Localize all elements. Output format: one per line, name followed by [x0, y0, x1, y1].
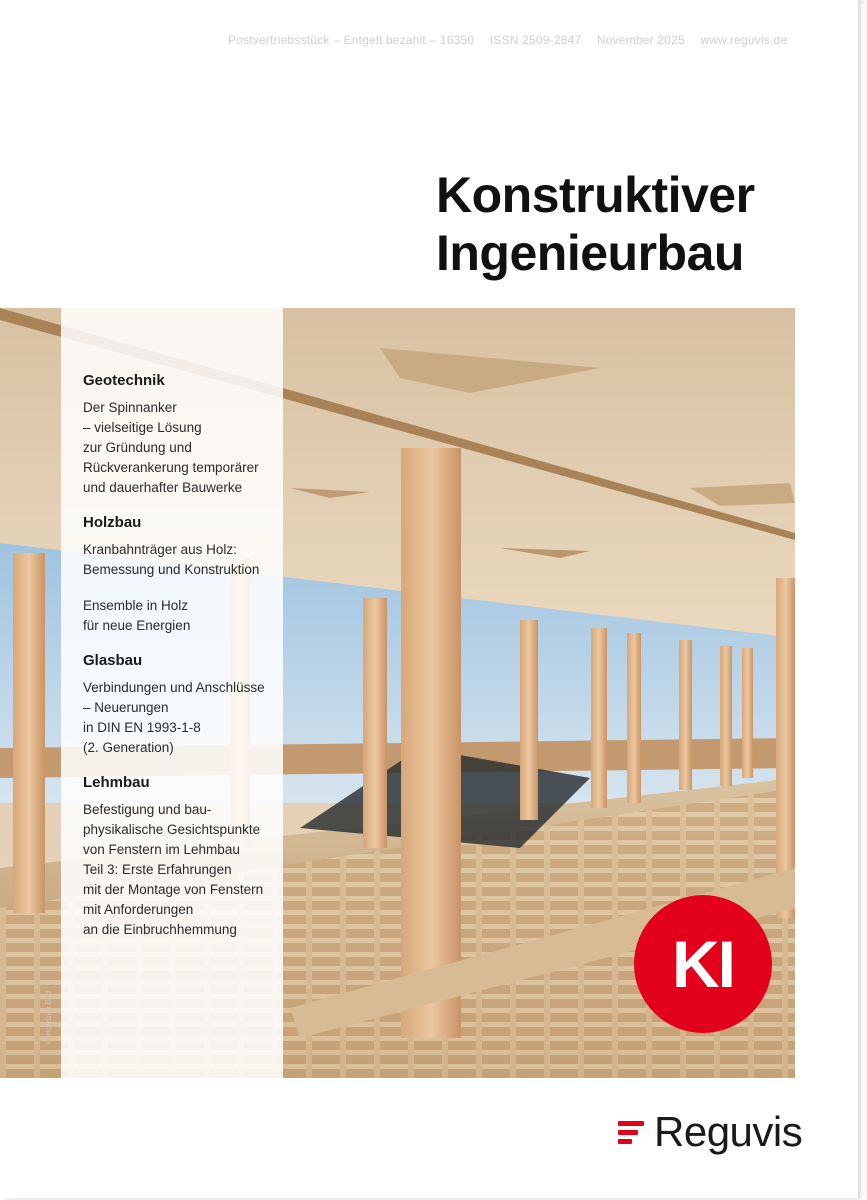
article-line: Der Spinnanker: [83, 400, 177, 415]
article-line: mit der Montage von Fenstern: [83, 882, 264, 897]
table-of-contents: [61, 308, 283, 1078]
article-line: von Fenstern im Lehmbau: [83, 842, 240, 857]
toc-article[interactable]: [83, 398, 283, 498]
article-line: Bemessung und Konstruktion: [83, 562, 260, 577]
title-line-2: Ingenieurbau: [436, 225, 744, 281]
article-line: Kranbahnträger aus Holz:: [83, 542, 237, 557]
publisher-logo[interactable]: [618, 1108, 802, 1156]
article-line: (2. Generation): [83, 740, 174, 755]
article-line: in DIN EN 1993-1-8: [83, 720, 201, 735]
badge-label: KI: [672, 927, 734, 1001]
section-heading: Geotechnik: [83, 372, 165, 389]
article-line: an die Einbruchhemmung: [83, 922, 237, 937]
issn: ISSN 2509-2847: [489, 33, 582, 47]
article-line: Verbindungen und Anschlüsse: [83, 680, 265, 695]
article-line: – vielseitige Lösung: [83, 420, 202, 435]
article-line: zur Gründung und: [83, 440, 192, 455]
section-heading: Glasbau: [83, 652, 143, 669]
article-line: physikalische Gesichtspunkte: [83, 822, 261, 837]
article-line: Teil 3: Erste Erfahrungen: [83, 862, 232, 877]
article-line: und dauerhafter Bauwerke: [83, 480, 243, 495]
toc-article[interactable]: [83, 596, 283, 636]
photo-credit: © Holzbau Bild: [44, 990, 53, 1044]
article-line: für neue Energien: [83, 618, 191, 633]
ki-logo-badge: [634, 895, 772, 1033]
article-line: Rückverankerung temporärer: [83, 460, 259, 475]
toc-section-geotechnik: [83, 372, 283, 498]
section-heading: Lehmbau: [83, 774, 150, 791]
toc-section-holzbau: [83, 514, 283, 636]
title-line-1: Konstruktiver: [436, 167, 755, 223]
magazine-title: [436, 166, 755, 282]
toc-section-glasbau: [83, 652, 283, 758]
reguvis-mark-icon: [618, 1117, 648, 1147]
toc-article[interactable]: [83, 800, 283, 940]
article-line: Befestigung und bau-: [83, 802, 212, 817]
article-line: – Neuerungen: [83, 700, 169, 715]
postal-meta-line: [228, 33, 799, 47]
article-line: mit Anforderungen: [83, 902, 194, 917]
postal-note: Postvertriebsstück – Entgelt bezahlt – 16350: [228, 33, 475, 47]
publisher-name: Reguvis: [654, 1108, 803, 1155]
website: www.reguvis.de: [700, 33, 788, 47]
toc-section-lehmbau: [83, 774, 283, 940]
toc-article[interactable]: [83, 678, 283, 758]
issue-date: November 2025: [596, 33, 685, 47]
toc-article[interactable]: [83, 540, 283, 580]
section-heading: Holzbau: [83, 514, 142, 531]
page-edge: [858, 4, 865, 1198]
article-line: Ensemble in Holz: [83, 598, 189, 613]
